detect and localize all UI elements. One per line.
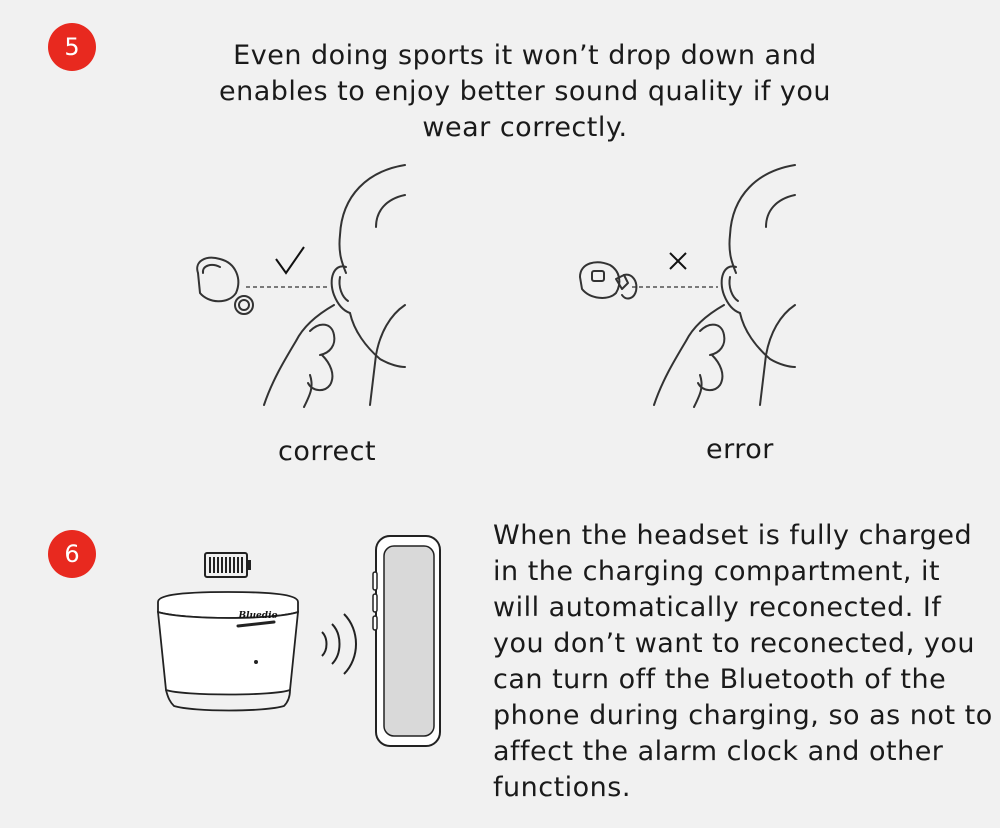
battery-full-icon [203,550,253,580]
cross-mark-icon [670,253,686,269]
charging-case-illustration [154,590,304,720]
earbud-error-icon [580,262,636,298]
head-outline [654,165,795,407]
error-wearing-illustration [570,155,810,415]
earbud-correct-icon [197,258,253,314]
phone-illustration [372,532,452,752]
correct-label: correct [278,436,377,467]
step-5-number: 5 [64,33,80,61]
case-brand-logo: Bluedio [238,611,278,621]
check-mark-icon [276,247,304,273]
step-5-text: Even doing sports it won’t drop down and enables to enjoy better sound quality if you wear correctly. [218,40,832,143]
step-6-text: When the headset is fully charged in the charging compartment, it will automatically reconected. If you don’t want to reconected, you can turn off the Bluetooth of the phone during charging, so as not to affect the alarm clock and other functions. [493,520,993,803]
error-label: error [706,434,774,465]
step-6-badge [48,530,96,578]
correct-wearing-illustration [180,155,420,415]
wireless-signal-icon [316,610,366,680]
step-6-number: 6 [64,540,80,568]
head-outline [264,165,405,407]
step-5-badge [48,23,96,71]
